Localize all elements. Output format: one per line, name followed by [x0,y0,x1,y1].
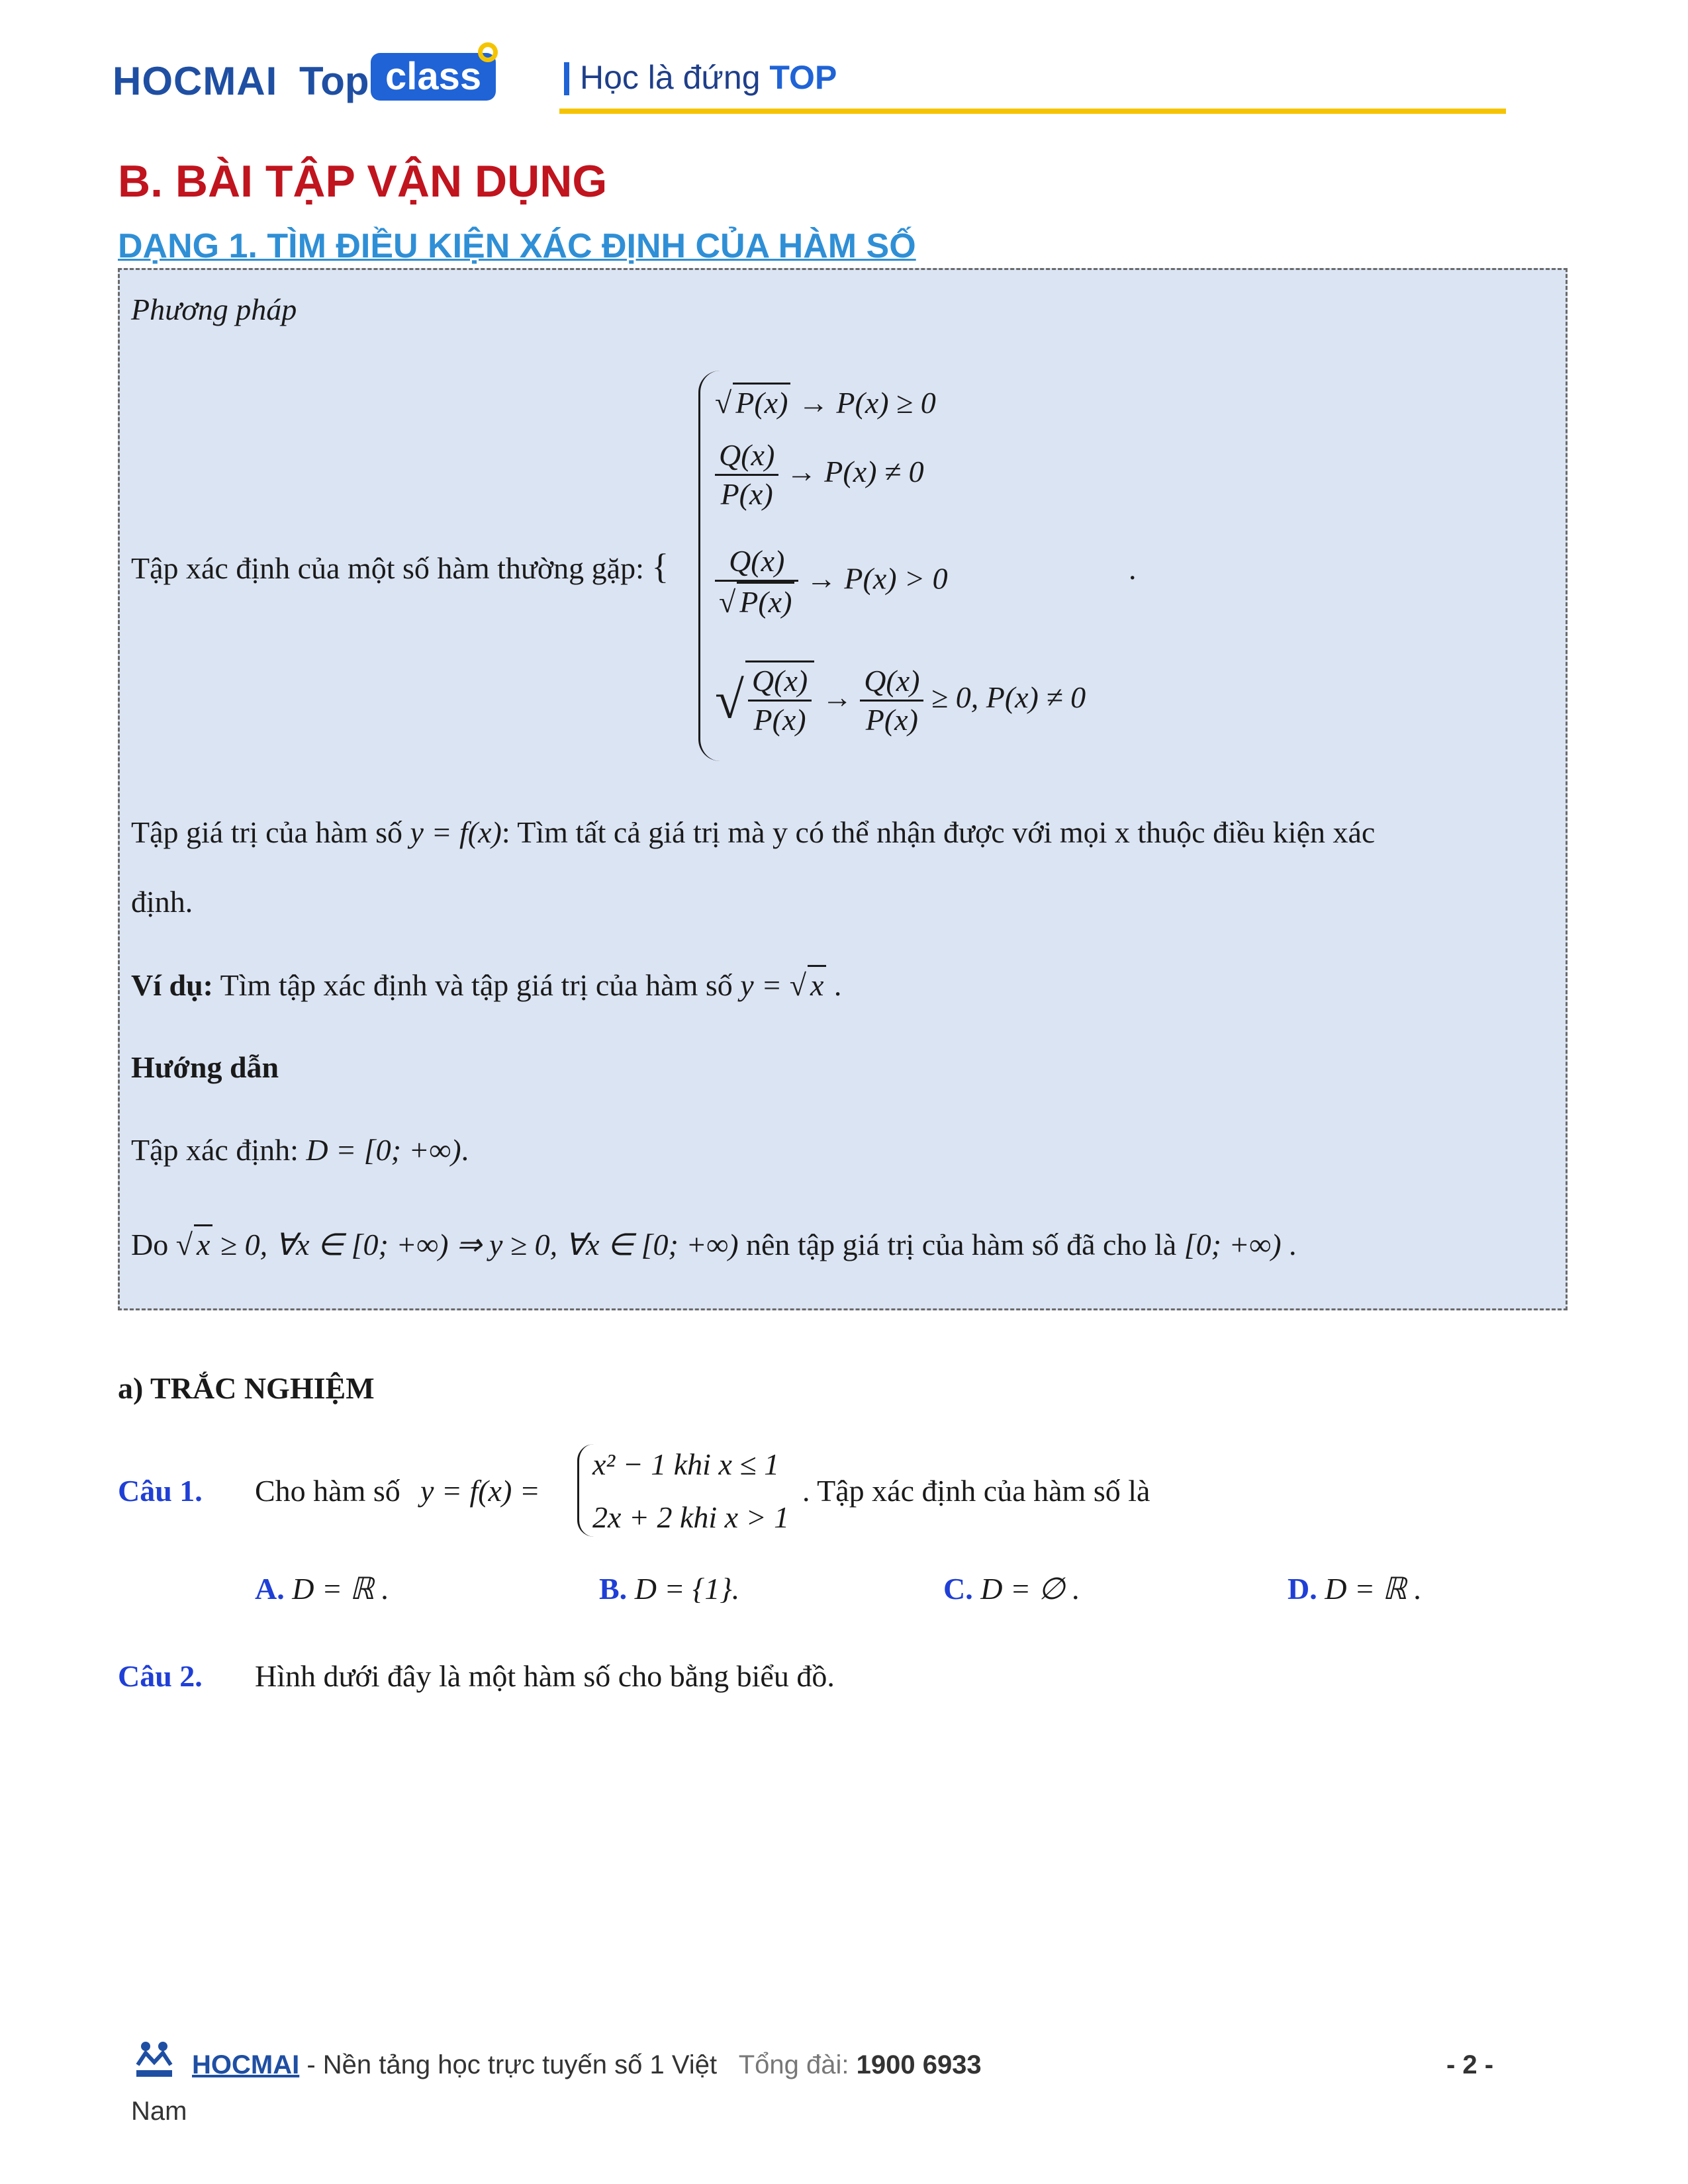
slogan: Học là đứng TOP [580,59,837,96]
hocmai-logo-icon [131,2038,177,2085]
case-sqrt-p: √ P(x) → P(x) ≥ 0 [715,383,936,422]
dang-title: DẠNG 1. TÌM ĐIỀU KIỆN XÁC ĐỊNH CỦA HÀM SỐ [118,227,916,265]
page-number: - 2 - [1446,2050,1494,2079]
slogan-divider [564,62,569,95]
example-line: Ví dụ: Tìm tập xác định và tập giá trị của hàm số y = √ x . [131,965,841,1004]
case-sqrt-fraction: √ $\frac{Q(x)}{P(x)}$ → $\frac{Q(x)}{P(x)}$ ≥ 0, P(x) ≠ 0 [715,660,1086,739]
question-1-func: y = f(x) = [420,1474,540,1508]
brand-class-badge: class [371,53,496,101]
quiz-heading: a) TRẮC NGHIỆM [118,1371,375,1405]
question-2-label: Câu 2. [118,1659,203,1693]
method-heading: Phương pháp [131,293,297,326]
question-1-case-1: x² − 1 khi x ≤ 1 [592,1447,780,1481]
guide-label: Hướng dẫn [131,1050,279,1084]
option-a[interactable]: A. D = ℝ . [255,1572,389,1606]
guide-range: Do √ x ≥ 0, ∀x ∈ [0; +∞) ⇒ y ≥ 0, ∀x ∈ [0; +∞) nên tập giá trị của hàm số đã cho là [0; +∞) . [131,1224,1297,1263]
question-1-label: Câu 1. [118,1474,203,1508]
brand-top: Top [299,59,369,103]
section-title: B. BÀI TẬP VẬN DỤNG [118,156,608,206]
question-1-text: Cho hàm số [255,1474,400,1508]
cases-dot: . [1129,552,1137,586]
sun-icon [478,42,498,62]
question-2-text: Hình dưới đây là một hàm số cho bằng biểu đồ. [255,1659,835,1693]
range-definition: Tập giá trị của hàm số y = f(x): Tìm tất cả giá trị mà y có thể nhận được với mọi x thuộc điều kiện xác [131,815,1376,849]
range-definition-end: định. [131,885,193,919]
brand-hocmai: HOCMAI [113,59,278,103]
option-c[interactable]: C. D = ∅ . [943,1572,1080,1606]
guide-domain: Tập xác định: D = [0; +∞). [131,1133,469,1167]
case-fraction: $\frac{Q(x)}{P(x)}$ → P(x) ≠ 0 [715,437,924,513]
header-underline [559,109,1506,114]
footer-text: HOCMAI - Nền tảng học trực tuyến số 1 Việt Tổng đài: 1900 6933 [192,2050,982,2079]
option-b[interactable]: B. D = {1}. [599,1572,740,1606]
case-fraction-sqrt: $\frac{Q(x)}{√ P(x)}$ → P(x) > 0 [715,543,948,621]
question-1-brace [577,1444,594,1537]
question-1-case-2: 2x + 2 khi x > 1 [592,1500,790,1534]
option-d[interactable]: D. D = ℝ . [1288,1572,1422,1606]
question-1-text-after: . Tập xác định của hàm số là [802,1474,1150,1508]
domain-intro: Tập xác định của một số hàm thường gặp: { [131,547,669,586]
footer-nam: Nam [131,2097,187,2126]
